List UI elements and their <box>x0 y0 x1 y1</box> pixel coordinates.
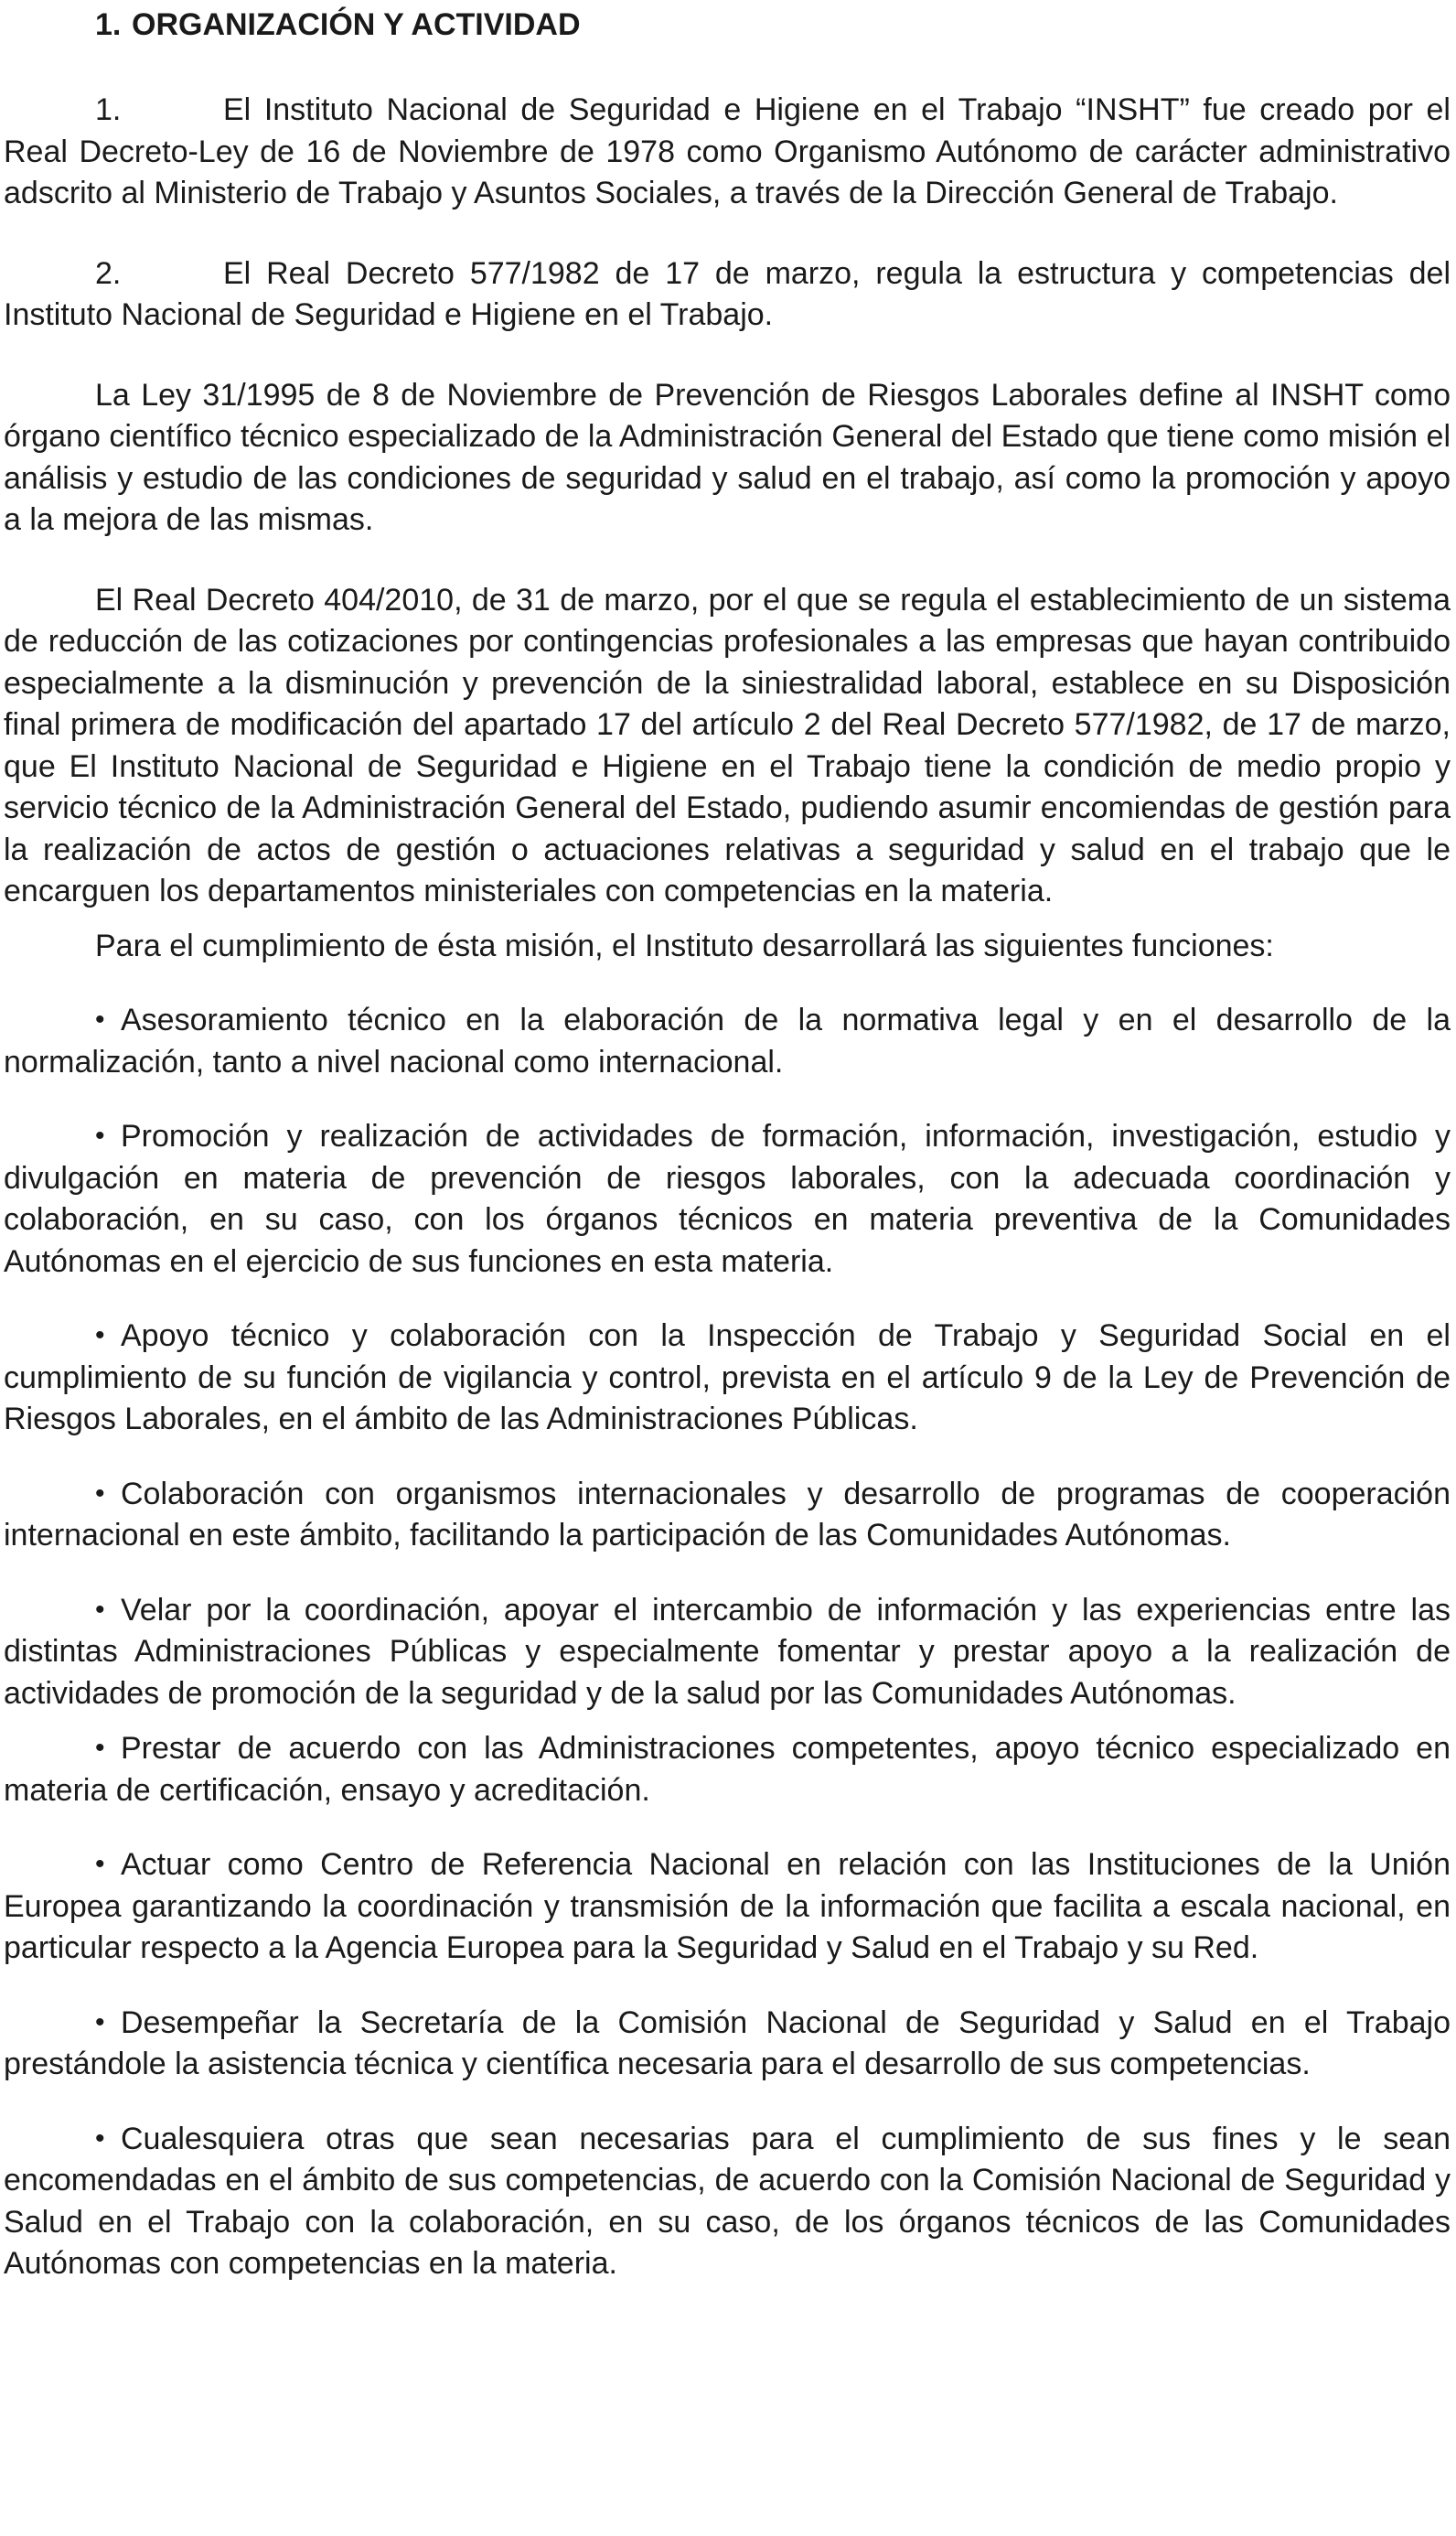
function-item-4 <box>4 1473 1451 1557</box>
section-number: 1. <box>95 7 122 42</box>
function-item-text: Prestar de acuerdo con las Administraciones competentes, apoyo técnico especializado en materia de certificación, ensayo y acreditación. <box>4 1731 1451 1808</box>
function-item-6 <box>4 1727 1451 1811</box>
function-item-2 <box>4 1115 1451 1283</box>
function-item-text: Apoyo técnico y colaboración con la Inspección de Trabajo y Seguridad Social en el cumplimiento de su función de vigilancia y control, prevista en el artículo 9 de la Ley de Prevención de Riesgos Laborales, en el ámbito de las Administraciones Públicas. <box>4 1318 1451 1436</box>
function-item-text: Actuar como Centro de Referencia Nacional en relación con las Instituciones de la Unión Europea garantizando la coordinación y transmisión de la información que facilita a escala nacional, en particular respecto a la Agencia Europea para la Seguridad y Salud en el Trabajo y su Red. <box>4 1847 1451 1965</box>
function-item-3 <box>4 1315 1451 1441</box>
bullet-icon: • <box>95 1478 105 1509</box>
section-title <box>95 7 1451 42</box>
function-item-7 <box>4 1843 1451 1970</box>
function-item-9 <box>4 2118 1451 2285</box>
functions-list <box>4 999 1451 2285</box>
bullet-icon: • <box>95 2006 105 2037</box>
section-title-text: ORGANIZACIÓN Y ACTIVIDAD <box>132 7 581 42</box>
function-item-text: Velar por la coordinación, apoyar el intercambio de información y las experiencias entre las distintas Administraciones Públicas y especialmente fomentar y prestar apoyo a la realización de actividades de promoción de la seguridad y de la salud por las Comunidades Autónomas. <box>4 1592 1451 1711</box>
paragraph-2-number: 2. <box>95 255 122 291</box>
function-item-1 <box>4 999 1451 1083</box>
paragraph-1-text: El Instituto Nacional de Seguridad e Higiene en el Trabajo “INSHT” fue creado por el Real Decreto-Ley de 16 de Noviembre de 1978 como Organismo Autónomo de carácter administrativo adscrito al Ministerio de Trabajo y Asuntos Sociales, a través de la Dirección General de Trabajo. <box>4 92 1451 210</box>
function-item-text: Desempeñar la Secretaría de la Comisión Nacional de Seguridad y Salud en el Trabajo prestándole la asistencia técnica y científica necesaria para el desarrollo de sus competencias. <box>4 2004 1451 2081</box>
paragraph-5: Para el cumplimiento de ésta misión, el Instituto desarrollará las siguientes funciones: <box>95 928 1274 963</box>
paragraph-2 <box>4 253 1451 337</box>
paragraph-2-text: El Real Decreto 577/1982 de 17 de marzo, regula la estructura y competencias del Instituto Nacional de Seguridad e Higiene en el Trabajo. <box>4 255 1451 332</box>
function-item-text: Promoción y realización de actividades de formación, información, investigación, estudio y divulgación en materia de prevención de riesgos laborales, con la adecuada coordinación y colaboración, en su caso, con los órganos técnicos en materia preventiva de la Comunidades Autónomas en el ejercicio de sus funciones en esta materia. <box>4 1119 1451 1279</box>
bullet-icon: • <box>95 1594 105 1625</box>
bullet-icon: • <box>95 1733 105 1763</box>
bullet-icon: • <box>95 1849 105 1879</box>
function-item-5 <box>4 1589 1451 1715</box>
paragraph-1 <box>4 90 1451 215</box>
function-item-text: Colaboración con organismos internacionales y desarrollo de programas de cooperación internacional en este ámbito, facilitando la participación de las Comunidades Autónomas. <box>4 1476 1451 1553</box>
function-item-8 <box>4 2002 1451 2086</box>
bullet-icon: • <box>95 2122 105 2154</box>
function-item-text: Cualesquiera otras que sean necesarias para el cumplimiento de sus fines y le sean encomendadas en el ámbito de sus competencias, de acuerdo con la Comisión Nacional de Seguridad y Salud en el Trabajo con la colaboración, en su caso, de los órganos técnicos de las Comunidades Autónomas con competencias en la materia. <box>4 2121 1451 2281</box>
bullet-icon: • <box>95 1320 105 1350</box>
paragraph-3: La Ley 31/1995 de 8 de Noviembre de Prevención de Riesgos Laborales define al INSHT como órgano científico técnico especializado de la Administración General del Estado que tiene como misión el análisis y estudio de las condiciones de seguridad y salud en el trabajo, así como la promoción y apoyo a la mejora de las mismas. <box>4 377 1451 537</box>
paragraph-1-number: 1. <box>95 92 122 127</box>
paragraph-4: El Real Decreto 404/2010, de 31 de marzo, por el que se regula el establecimiento de un sistema de reducción de las cotizaciones por contingencias profesionales a las empresas que hayan contribuido especialmente a la disminución y prevención de la siniestralidad laboral, establece en su Disposición final primera de modificación del apartado 17 del artículo 2 del Real Decreto 577/1982, de 17 de marzo, que El Instituto Nacional de Seguridad e Higiene en el Trabajo tiene la condición de medio propio y servicio técnico de la Administración General del Estado, pudiendo asumir encomiendas de gestión para la realización de actos de gestión o actuaciones relativas a seguridad y salud en el trabajo que le encarguen los departamentos ministeriales con competencias en la materia. <box>4 582 1451 908</box>
bullet-icon: • <box>95 1121 105 1151</box>
function-item-text: Asesoramiento técnico en la elaboración de la normativa legal y en el desarrollo de la normalización, tanto a nivel nacional como internacional. <box>4 1003 1451 1080</box>
bullet-icon: • <box>95 1005 105 1035</box>
